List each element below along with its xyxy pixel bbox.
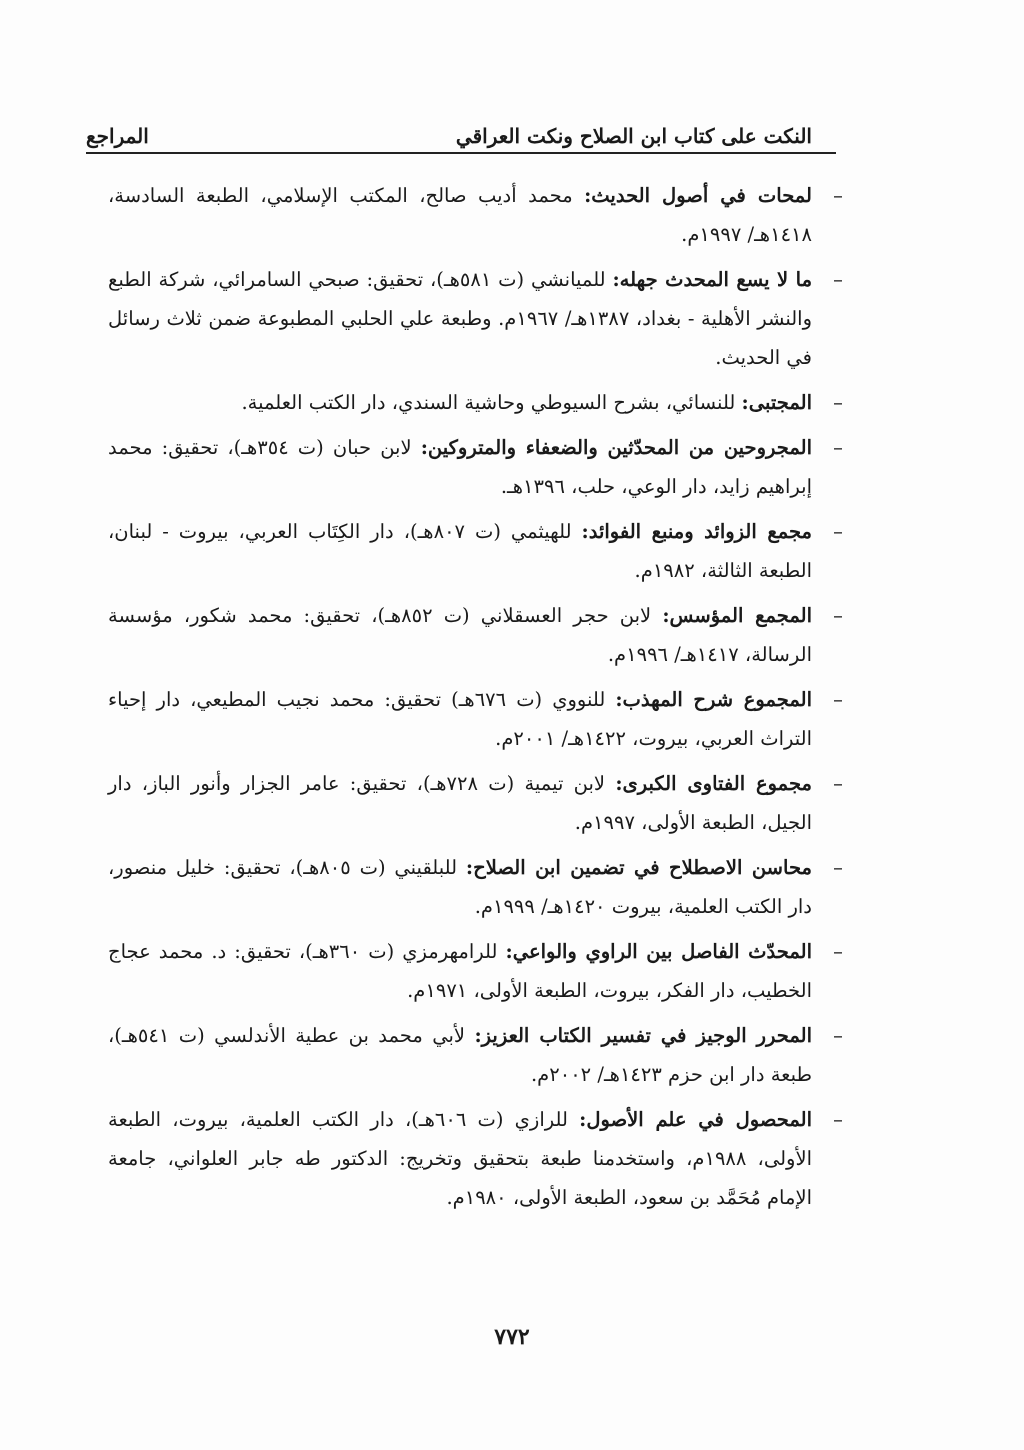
header-book-title: النكت على كتاب ابن الصلاح ونكت العراقي [455, 124, 812, 148]
reference-list [108, 176, 843, 1223]
reference-title: لمحات في أصول الحديث: [584, 184, 812, 207]
reference-details: محمد أديب صالح، المكتب الإسلامي، الطبعة السادسة، ١٤١٨هـ/ ١٩٩٧م. [108, 184, 812, 246]
reference-details: للنسائي، بشرح السيوطي وحاشية السندي، دار الكتب العلمية. [241, 391, 736, 414]
reference-title: المحصول في علم الأصول: [579, 1108, 813, 1131]
bullet-dash: – [833, 856, 843, 879]
reference-details: لابن حجر العسقلاني (ت ٨٥٢هـ)، تحقيق: محمد شكور، مؤسسة الرسالة، ١٤١٧هـ/ ١٩٩٦م. [108, 604, 812, 666]
reference-details: للرازي (ت ٦٠٦هـ)، دار الكتب العلمية، بيروت، الطبعة الأولى، ١٩٨٨م، واستخدمنا طبعة بتحقيق وتخريج: الدكتور طه جابر العلواني، جامعة الإمام مُحَمَّد بن سعود، الطبعة الأولى، ١٩٨٠م. [108, 1108, 812, 1209]
reference-title: المجتبى: [741, 391, 812, 414]
reference-entry [108, 848, 843, 926]
reference-details: للميانشي (ت ٥٨١هـ)، تحقيق: صبحي السامرائي، شركة الطبع والنشر الأهلية - بغداد، ١٣٨٧هـ/ ١٩٦٧م. وطبعة علي الحلبي المطبوعة ضمن ثلاث رسائل في الحديث. [108, 268, 813, 369]
reference-entry [108, 512, 843, 590]
bullet-dash: – [833, 772, 843, 795]
reference-title: المحرر الوجيز في تفسير الكتاب العزيز: [474, 1024, 812, 1047]
header-section-title: المراجع [86, 124, 149, 148]
bullet-dash: – [833, 1108, 843, 1131]
bullet-dash: – [833, 520, 843, 543]
reference-entry [108, 260, 843, 377]
reference-details: للرامهرمزي (ت ٣٦٠هـ)، تحقيق: د. محمد عجاج الخطيب، دار الفكر، بيروت، الطبعة الأولى، ١٩٧١م. [108, 940, 812, 1002]
reference-title: مجموع الفتاوى الكبرى: [615, 772, 812, 795]
reference-title: محاسن الاصطلاح في تضمين ابن الصلاح: [465, 856, 812, 879]
bullet-dash: – [833, 391, 843, 414]
reference-details: للبلقيني (ت ٨٠٥هـ)، تحقيق: خليل منصور، دار الكتب العلمية، بيروت ١٤٢٠هـ/ ١٩٩٩م. [108, 856, 812, 918]
reference-title: ما لا يسع المحدث جهله: [612, 268, 813, 291]
reference-title: المحدّث الفاصل بين الراوي والواعي: [505, 940, 812, 963]
reference-details: لابن حبان (ت ٣٥٤هـ)، تحقيق: محمد إبراهيم زايد، دار الوعي، حلب، ١٣٩٦هـ. [108, 436, 812, 498]
bullet-dash: – [833, 688, 843, 711]
bullet-dash: – [833, 268, 843, 291]
reference-details: لابن تيمية (ت ٧٢٨هـ)، تحقيق: عامر الجزار وأنور الباز، دار الجيل، الطبعة الأولى، ١٩٩٧م. [108, 772, 812, 834]
reference-entry [108, 680, 843, 758]
reference-title: مجمع الزوائد ومنبع الفوائد: [581, 520, 813, 543]
reference-entry [108, 176, 843, 254]
reference-entry [108, 932, 843, 1010]
reference-details: لأبي محمد بن عطية الأندلسي (ت ٥٤١هـ)، طبعة دار ابن حزم ١٤٢٣هـ/ ٢٠٠٢م. [108, 1024, 812, 1086]
reference-title: المجروحين من المحدّثين والضعفاء والمتروكين: [420, 436, 813, 459]
bullet-dash: – [833, 436, 843, 459]
page-number: ٧٧٢ [494, 1324, 530, 1350]
reference-details: للنووي (ت ٦٧٦هـ) تحقيق: محمد نجيب المطيعي، دار إحياء التراث العربي، بيروت، ١٤٢٢هـ/ ٢٠٠١م. [108, 688, 812, 750]
header-divider [86, 152, 836, 154]
bullet-dash: – [833, 604, 843, 627]
reference-entry [108, 764, 843, 842]
bullet-dash: – [833, 940, 843, 963]
reference-title: المجموع شرح المهذب: [615, 688, 812, 711]
reference-entry [108, 1016, 843, 1094]
reference-title: المجمع المؤسس: [662, 604, 813, 627]
running-header [86, 112, 812, 148]
bullet-dash: – [833, 1024, 843, 1047]
reference-details: للهيثمي (ت ٨٠٧هـ)، دار الكِتَاب العربي، بيروت - لبنان، الطبعة الثالثة، ١٩٨٢م. [108, 520, 812, 582]
reference-entry [108, 1100, 843, 1217]
bullet-dash: – [833, 184, 843, 207]
reference-entry [108, 383, 843, 422]
reference-entry [108, 596, 843, 674]
reference-entry [108, 428, 843, 506]
